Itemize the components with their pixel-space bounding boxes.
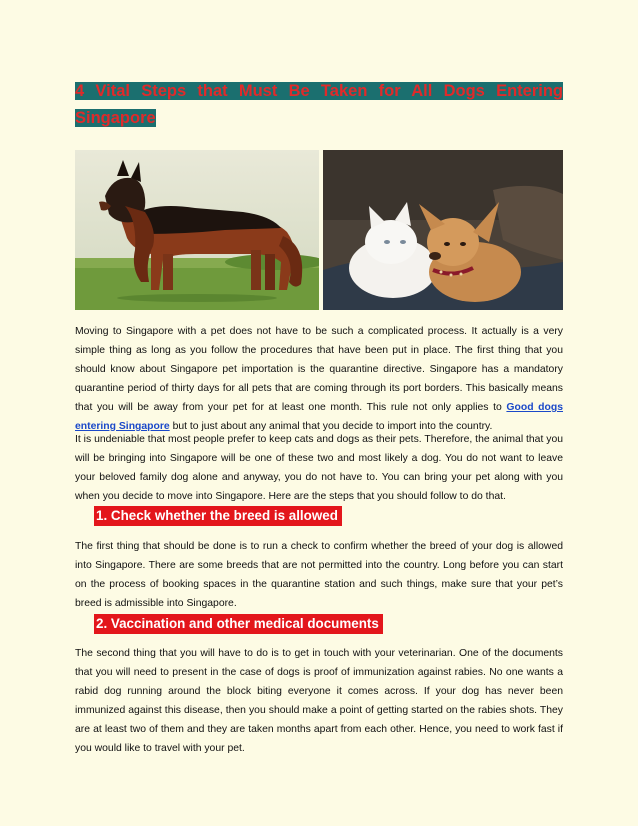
section-2-heading	[94, 614, 383, 634]
shepherd-dog-image	[75, 150, 319, 310]
kitten-chihuahua-image	[323, 150, 563, 310]
title-block	[75, 78, 563, 132]
page-title-text: 4 Vital Steps that Must Be Taken for All Dogs Entering Singapore	[75, 82, 563, 127]
shepherd-dog-photo	[75, 150, 319, 310]
photo-strip	[75, 150, 563, 310]
intro-paragraph-2-text: It is undeniable that most people prefer to keep cats and dogs as their pets. Therefore, the animal that you will be bringing into Singapore will be one of these two and most likely a dog. You do not want to leave your beloved family dog alone and anyway, you do not have to. You can bring your pet along with you when you decide to move into Singapore. Here are the steps that you should follow to do that.	[75, 434, 563, 502]
intro-text-after-link: but to just about any animal that you decide to import into the country.	[169, 421, 493, 432]
good-dogs-link[interactable]: Good dogs entering Singapore	[75, 402, 563, 432]
section-2-text: The second thing that you will have to do is to get in touch with your veterinarian. One of the documents that you will need to present in the case of dogs is proof of immunization against rabies. No one wants a rabid dog running around the block biting everyone it comes across. If your dog has never been immunized against this disease, then you should make a point of getting started on the rabies shots. They are at least two of them and they are taken months apart from each other. Hence, you need to work fast if you would like to travel with your pet.	[75, 648, 563, 754]
intro-paragraph-2	[75, 430, 563, 506]
section-1-text: The first thing that should be done is to run a check to confirm whether the breed of your dog is allowed into Singapore. There are some breeds that are not permitted into the country. Long before you can start on the process of booking spaces in the quarantine station and such things, make sure that your pet’s breed is admissible into Singapore.	[75, 541, 563, 609]
kitten-chihuahua-photo	[323, 150, 563, 310]
section-1-paragraph	[75, 537, 563, 613]
intro-text-before-link: Moving to Singapore with a pet does not have to be such a complicated process. It actually is a very simple thing as long as you follow the procedures that have been put in place. The first thing that you should know about Singapore pet importation is the quarantine directive. Singapore has a mandatory quarantine period of thirty days for all pets that are coming through its port borders. This basically means that you will be away from your pet for at least one month. This rule not only applies to	[75, 326, 563, 413]
page-title	[75, 78, 563, 132]
section-2-title: Vaccination and other medical documents	[110, 616, 379, 631]
section-2-paragraph	[75, 644, 563, 758]
section-1-heading	[94, 506, 342, 526]
section-1-number: 1.	[96, 508, 108, 523]
section-2-number: 2.	[96, 616, 108, 631]
section-1-title: Check whether the breed is allowed	[110, 508, 338, 523]
intro-paragraph-1	[75, 322, 563, 436]
